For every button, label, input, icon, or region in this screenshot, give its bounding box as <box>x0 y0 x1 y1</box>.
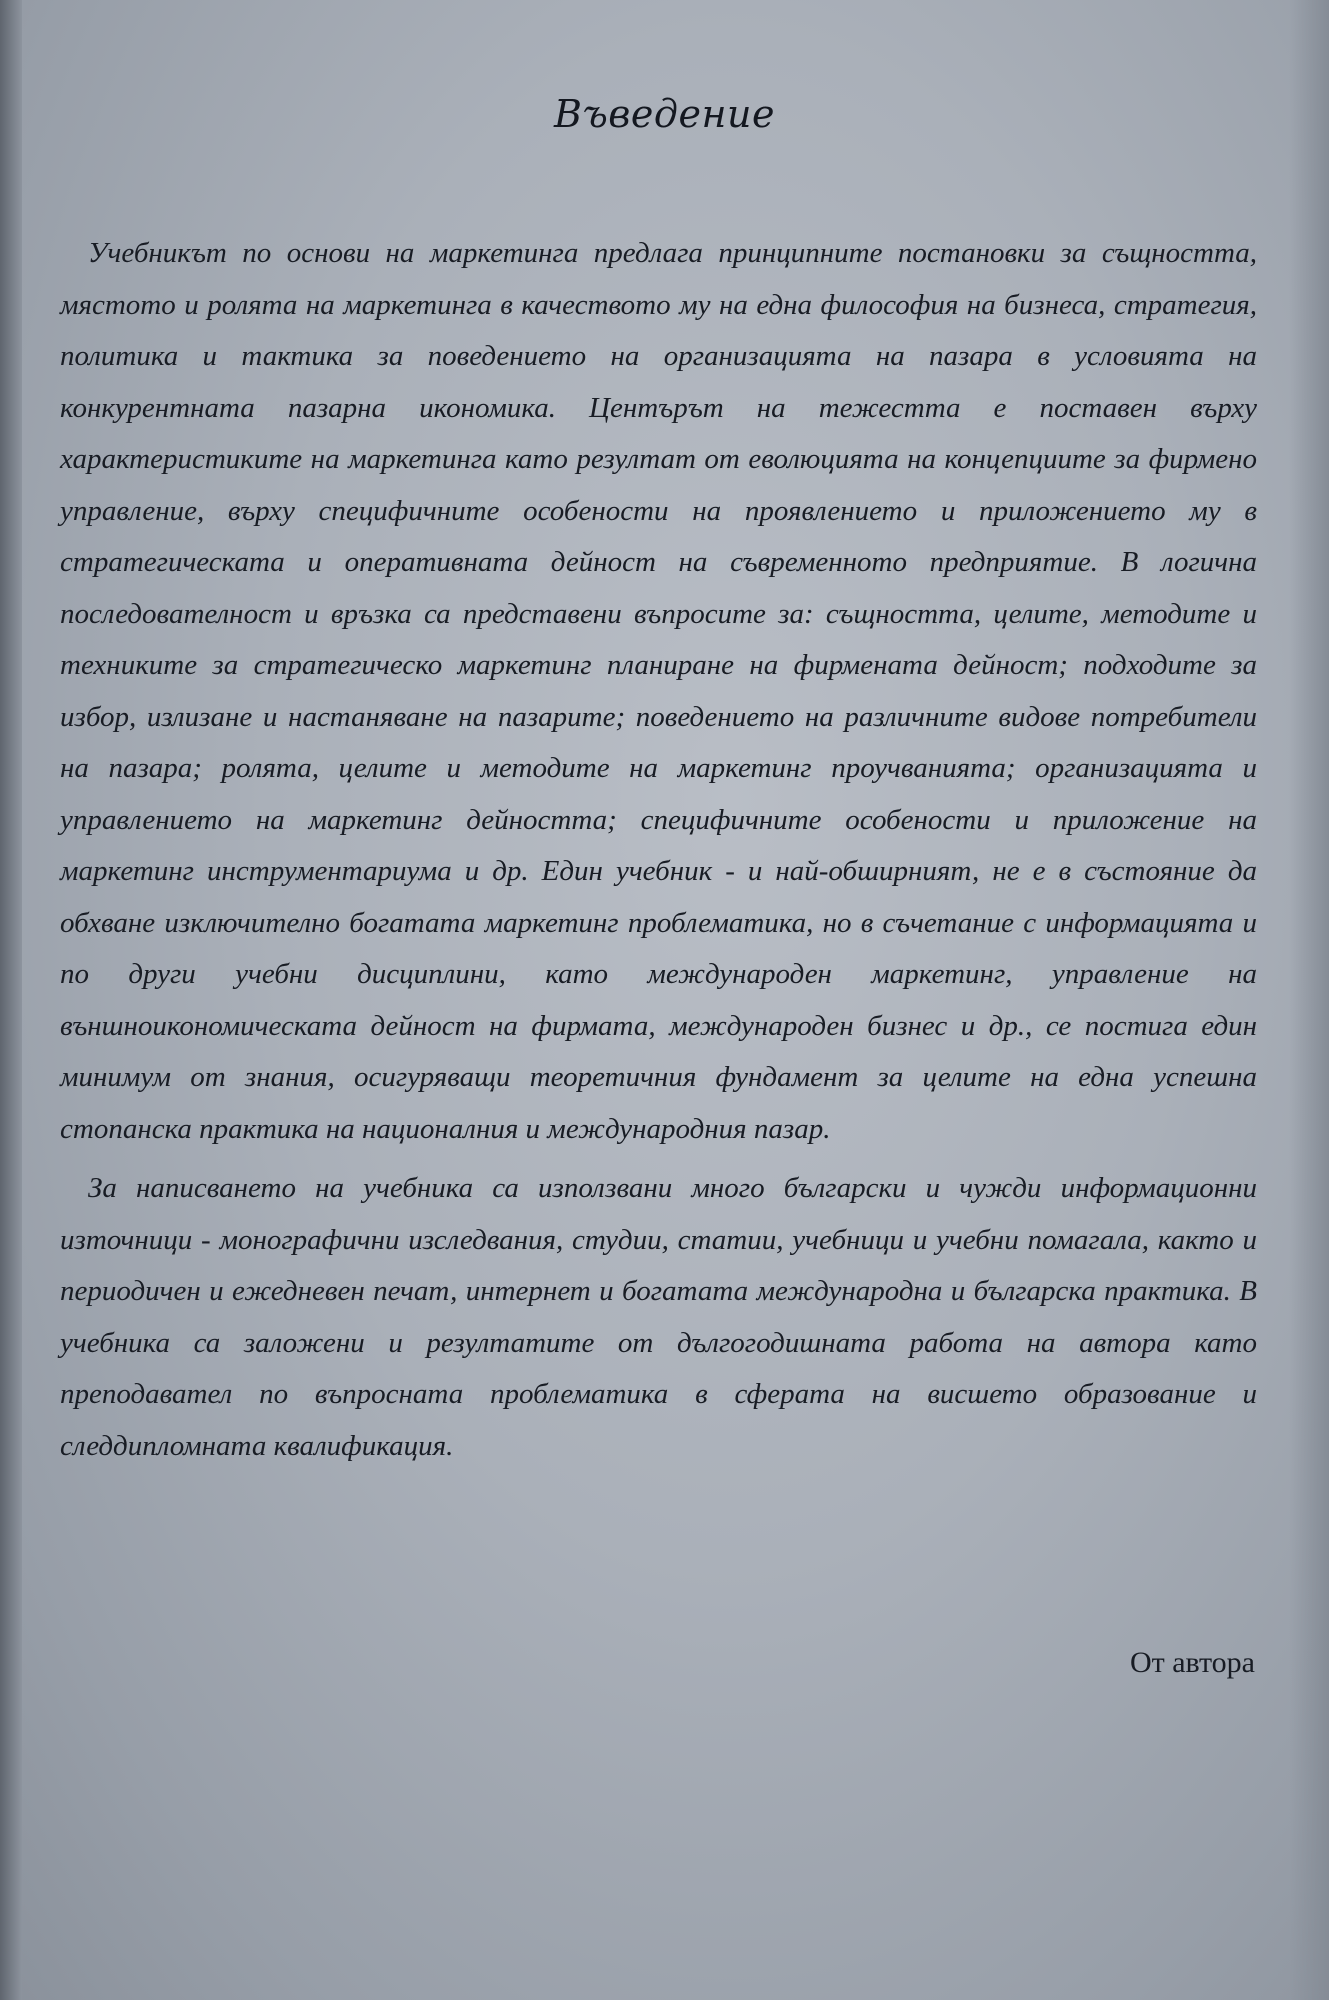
page-title: Въведение <box>554 92 775 136</box>
paragraph-1: Учебникът по основи на маркетинга предлага принципните постановки за същността, мястото и ролята на маркетинга в качеството му на една философия на бизнеса, стратегия, политика и тактика за поведението на организацията на пазара в условията на конкурентната пазарна икономика. Центърът на тежестта е поставен върху характеристиките на маркетинга като резултат от еволюцията на концепциите за фирмено управление, върху специфичните особености на проявлението и приложението му в стратегическата и оперативната дейност на съвременното предприятие. В логична последователност и връзка са представени въпросите за: същността, целите, методите и техниките за стратегическо маркетинг планиране на фирмената дейност; подходите за избор, излизане и настаняване на пазарите; поведението на различните видове потребители на пазара; ролята, целите и методите на маркетинг проучванията; организацията и управлението на маркетинг дейността; специфичните особености и приложение на маркетинг инструментариума и др. Един учебник - и най-обширният, не е в състояние да обхване изключително богатата маркетинг проблематика, но в съчетание с информацията и по други учебни дисциплини, като международен маркетинг, управление на външноикономическата дейност на фирмата, международен бизнес и др., се постига един минимум от знания, осигуряващи теоретичния фундамент за целите на една успешна стопанска практика на националния и международния пазар. <box>60 237 1257 1145</box>
author-signature: От автора <box>1129 1646 1255 1679</box>
paragraph-2: За написването на учебника са използвани много български и чужди информационни източници - монографични изследвания, студии, статии, учебници и учебни помагала, както и периодичен и ежедневен печат, интернет и богатата международна и българска практика. В учебника са заложени и резултатите от дългогодишната работа на автора като преподавател по въпросната проблематика в сферата на висшето образование и следдипломната квалификация. <box>60 1172 1257 1462</box>
body-text <box>60 228 1257 1472</box>
